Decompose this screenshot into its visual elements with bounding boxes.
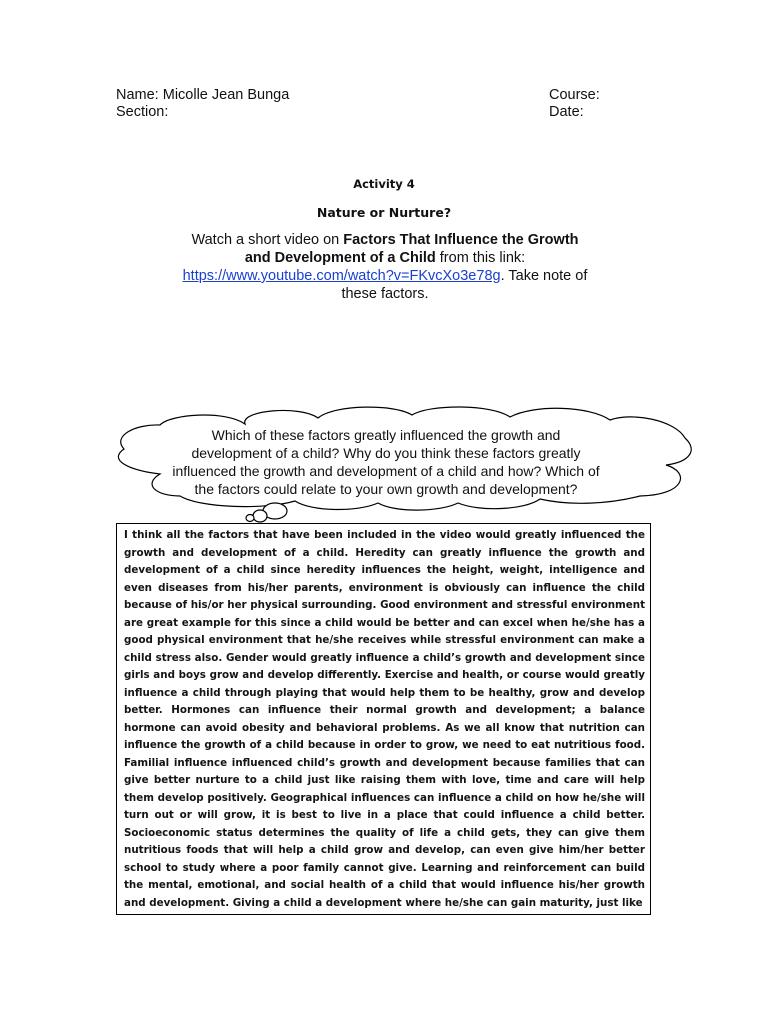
- course-label: Course:: [549, 87, 600, 103]
- name-value: Micolle Jean Bunga: [162, 87, 290, 103]
- name-label: Name:: [116, 87, 159, 103]
- activity-title: Activity 4: [353, 177, 415, 191]
- activity-subtitle: Nature or Nurture?: [316, 205, 452, 220]
- answer-text: I think all the factors that have been included in the video would greatly influenced the growth and development of a child. Heredity can greatly influence the growth and development of a child since heredity influences the height, weight, intelligence and even diseases from his/her parents, environment is obviously can influence the child because of his/or her physical surrounding. Good environment and stressful environment are great example for this since a child would be better and can excel when he/she has a good physical environment that he/she receives while stressful environment can make a child stress also. Gender would greatly influence a child’s growth and development since girls and boys grow and develop differently. Exercise and health, or course would greatly influence a child through playing that would help them to be healthy, grow and develop better. Hormones can influence their normal growth and development; a balance hormone can avoid obesity and behavioral problems. As we all know that nutrition can influence the growth of a child because in order to grow, we need to eat nutritious food. Familial influence influenced child’s growth and development because families that can give better nurture to a child just like raising them with love, time and care will help them develop positively. Geographical influences can influence a child on how he/she will turn out or will grow, it is best to live in a place that could influence a child better. Socioeconomic status determines the quality of life a child gets, they can give them nutritious foods that will help a child grow and develop, can even give him/her better school to study where a poor family cannot give. Learning and reinforcement can build the mental, emotional, and social health of a child that would influence his/her growth and development. Giving a child a development where he/she can gain maturity, just like: [124, 529, 645, 909]
- section-label: Section:: [116, 104, 169, 120]
- cloud-question: Which of these factors greatly influenced the growth and development of a child? Why do you think these factors greatly influenced the growth and development of a child and how? Which of the factors could relate to your own growth and development?: [172, 427, 600, 497]
- instructions-suffix: . Take note of these factors.: [341, 268, 588, 302]
- instructions-middle: from this link:: [435, 250, 526, 266]
- instructions-prefix: Watch a short video on: [191, 232, 344, 248]
- answer-box: [116, 523, 651, 915]
- date-label: Date:: [549, 104, 584, 120]
- video-link[interactable]: https://www.youtube.com/watch?v=FKvcXo3e78g: [182, 268, 501, 284]
- video-title: Factors That Influence the Growth and Development of a Child: [244, 232, 579, 266]
